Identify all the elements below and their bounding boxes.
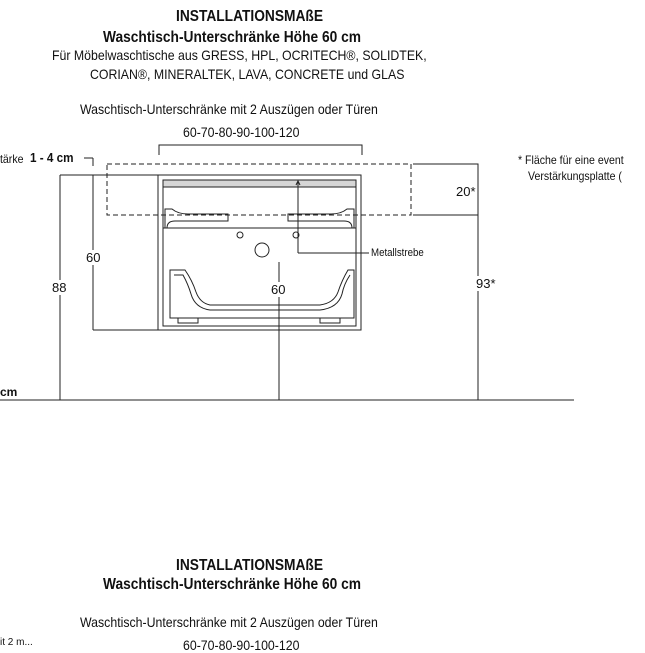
hole-left — [237, 232, 243, 238]
thickness-value: 1 - 4 cm — [30, 150, 74, 165]
cut-left-label: it 2 m... — [0, 637, 33, 648]
dim-93: 93* — [476, 276, 496, 291]
materials-line-1: Für Möbelwaschtische aus GRESS, HPL, OCRITECH®, SOLIDTEK, — [52, 47, 427, 63]
siphon-hole — [255, 243, 269, 257]
thickness-prefix: tärke — [0, 152, 24, 166]
cabinet-caption: Waschtisch-Unterschränke mit 2 Auszügen oder Türen — [80, 101, 378, 117]
widths-label: 60-70-80-90-100-120 — [183, 124, 300, 140]
dim-88: 88 — [52, 280, 67, 295]
drawer-foot-right — [320, 318, 340, 323]
dim-60-left: 60 — [86, 250, 101, 265]
materials-line-2: CORIAN®, MINERALTEK, LAVA, CONCRETE und GLAS — [90, 66, 405, 82]
title-installationsmasse-2: INSTALLATIONSMAßE — [176, 557, 324, 574]
cabinet-caption-2: Waschtisch-Unterschränke mit 2 Auszügen oder Türen — [80, 614, 378, 630]
reinforcement-area-dashed — [107, 164, 411, 215]
upper-drawer-left-bracket — [165, 209, 228, 228]
dim-20: 20* — [456, 184, 476, 199]
metallstrebe-label: Metallstrebe — [371, 247, 424, 259]
subtitle-height: Waschtisch-Unterschränke Höhe 60 cm — [103, 29, 361, 46]
note-line-2: Verstärkungsplatte ( — [528, 169, 622, 183]
note-line-1: * Fläche für eine event — [518, 153, 624, 167]
drawer-foot-left — [178, 318, 198, 323]
widths-label-2: 60-70-80-90-100-120 — [183, 637, 300, 653]
lower-drawer — [170, 270, 354, 318]
metal-strut — [163, 180, 356, 187]
title-installationsmasse: INSTALLATIONSMAßE — [176, 8, 324, 25]
subtitle-height-2: Waschtisch-Unterschränke Höhe 60 cm — [103, 576, 361, 593]
cm-label: cm — [0, 385, 18, 399]
width-dimension-line — [159, 145, 362, 155]
dim-60-center: 60 — [271, 282, 286, 297]
